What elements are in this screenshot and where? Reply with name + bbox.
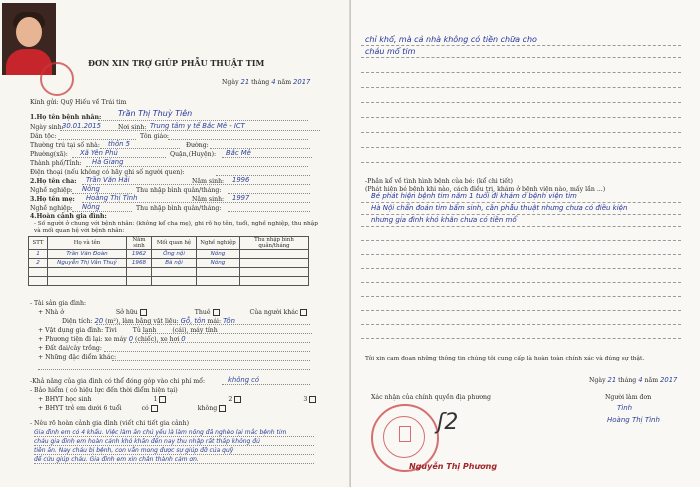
continued-line-2: cháu mổ tim bbox=[365, 47, 416, 56]
stamp-seal-small bbox=[40, 62, 74, 96]
father-income-label: Thu nhập bình quân/tháng: bbox=[136, 187, 222, 194]
items-row: + Vật dụng gia đình: Tivi Tủ lạnh (cái), máy tính bbox=[38, 327, 218, 334]
applicant-name: Hoàng Thị Tình bbox=[607, 416, 660, 424]
table-row bbox=[29, 259, 309, 268]
owned-checkbox[interactable] bbox=[140, 309, 147, 316]
mother-income-label: Thu nhập bình quân/tháng: bbox=[136, 205, 222, 212]
mother-year-label: Năm sinh: bbox=[192, 196, 225, 203]
religion-label: Tôn giáo: bbox=[140, 133, 170, 140]
table-cell: Ông nội bbox=[152, 250, 197, 259]
applicant-label: Người làm đơn bbox=[605, 394, 652, 401]
rent-checkbox[interactable] bbox=[213, 309, 220, 316]
reason-line-4: để cứu giúp cháu. Gia đình em xin chân thành cảm ơn. bbox=[34, 456, 199, 463]
table-cell bbox=[240, 259, 309, 268]
table-cell: 2 bbox=[29, 259, 48, 268]
city-label: Thành phố/Tỉnh: bbox=[30, 160, 82, 167]
table-row bbox=[29, 268, 309, 277]
district-value: Bắc Mê bbox=[226, 149, 251, 157]
insurance-label: - Bảo hiểm ( có hiệu lực đến thời điểm hiện tại) bbox=[30, 387, 178, 394]
land-label: + Đất đai/cây trồng: bbox=[38, 345, 102, 352]
ethnicity-label: Dân tộc: bbox=[30, 133, 57, 140]
form-right-page bbox=[351, 0, 700, 487]
family-members-table bbox=[28, 236, 309, 286]
ability-label: -Khả năng của gia đình có thể đóng góp vào chi phí mổ: bbox=[30, 378, 206, 385]
form-date: Ngày 21 tháng 4 năm 2017 bbox=[222, 78, 311, 86]
family-note-2: và mối quan hệ với bệnh nhân: bbox=[34, 228, 125, 234]
mother-label: 3.Họ tên mẹ: bbox=[30, 196, 75, 203]
disease-line-3: nhưng gia đình khó khăn chưa có tiền mổ bbox=[371, 216, 517, 224]
mother-job-value: Nông bbox=[82, 203, 100, 211]
relative-checkbox[interactable] bbox=[300, 309, 307, 316]
other-label: + Những đặc điểm khác: bbox=[38, 354, 117, 361]
family-section-label: 4.Hoàn cảnh gia đình: bbox=[30, 213, 107, 220]
disease-line-1: Bé phát hiện bệnh tim năm 1 tuổi đi khám ở bệnh viện tim bbox=[371, 192, 577, 200]
family-note-1: - Số người ở chung với bệnh nhân: (không kể cha mẹ), ghi rõ họ tên, tuổi, nghề nghiệp, thu nhập bbox=[34, 221, 318, 227]
mother-job-label: Nghề nghiệp: bbox=[30, 205, 73, 212]
father-year-label: Năm sinh: bbox=[192, 178, 225, 185]
table-cell: 1 bbox=[29, 250, 48, 259]
table-cell bbox=[240, 250, 309, 259]
table-row bbox=[29, 277, 309, 286]
commitment-text: Tôi xin cam đoan những thông tin chúng tôi cung cấp là hoàn toàn chính xác và đúng sự thật. bbox=[365, 356, 645, 362]
col-header: STT bbox=[29, 237, 48, 250]
table-cell: Bà nội bbox=[152, 259, 197, 268]
option-2-checkbox[interactable] bbox=[234, 396, 241, 403]
table-cell: 1962 bbox=[127, 250, 152, 259]
city-value: Hà Giang bbox=[92, 158, 124, 166]
father-job-value: Nông bbox=[82, 185, 100, 193]
father-job-label: Nghề nghiệp: bbox=[30, 187, 73, 194]
table-header-row bbox=[29, 237, 309, 250]
no-checkbox[interactable] bbox=[219, 405, 226, 412]
transport-row: + Phương tiện đi lại: xe máy 0 (chiếc), xe hơi 0 bbox=[38, 335, 186, 343]
table-cell: 1968 bbox=[127, 259, 152, 268]
official-name: Nguyễn Thị Phương bbox=[409, 462, 498, 471]
father-name-value: Trần Văn Hải bbox=[86, 176, 130, 184]
applicant-signature: Tình bbox=[617, 404, 633, 412]
col-header: Họ và tên bbox=[48, 237, 127, 250]
yes-checkbox[interactable] bbox=[151, 405, 158, 412]
birthplace-label: Nơi sinh: bbox=[118, 124, 147, 131]
reason-label: - Nêu rõ hoàn cảnh gia đình (viết chi tiết gia cảnh) bbox=[30, 420, 190, 427]
house-row: + Nhà ở Sở hữu Thuê Của người khác bbox=[38, 309, 307, 316]
father-label: 2.Họ tên cha: bbox=[30, 178, 77, 185]
phone-label: Điện thoại (nếu không có hãy ghi số người quen): bbox=[30, 169, 185, 176]
official-signature: ʃ2 bbox=[437, 410, 459, 435]
disease-line-2: Hà Nội chẩn đoán tim bẩm sinh, cần phẫu thuật nhưng chưa có điều kiện bbox=[371, 204, 628, 212]
col-header: Thu nhập bình quân/tháng bbox=[240, 237, 309, 250]
ward-label: Phường(xã): bbox=[30, 151, 68, 158]
area-row: Diện tích: 20 (m²), làm bằng vật liệu: Gỗ, tôn mái: Tôn bbox=[62, 317, 235, 325]
patient-name-value: Trần Thị Thuỳ Tiên bbox=[118, 109, 193, 118]
form-title: ĐƠN XIN TRỢ GIÚP PHẪU THUẬT TIM bbox=[88, 58, 265, 68]
reason-line-2: cháu gia đình em hoàn cảnh khó khăn đến nay thu nhập rất thấp không đủ bbox=[34, 438, 260, 445]
table-cell: Nông bbox=[197, 250, 240, 259]
table-cell: Nông bbox=[197, 259, 240, 268]
dob-value: 30.01.2015 bbox=[62, 122, 101, 130]
gov-confirm-label: Xác nhận của chính quyền địa phương bbox=[371, 394, 492, 401]
birthplace-value: Trung tâm y tế Bắc Mê - ICT bbox=[150, 122, 245, 130]
continued-line-1: chỉ khổ, mà cả nhà không có tiền chữa cho bbox=[365, 35, 537, 44]
bhyt-hs-row: + BHYT học sinh 1 2 3 bbox=[38, 396, 316, 403]
residence-label: Thường trú tại số nhà: bbox=[30, 142, 100, 149]
table-cell: Trần Văn Đoàn bbox=[48, 250, 127, 259]
disease-title: -Phần kể về tình hình bệnh của bé: (kể chi tiết) bbox=[365, 178, 513, 185]
assets-title: - Tài sản gia đình: bbox=[30, 300, 87, 307]
reason-line-3: tiền ăn. Nay cháu bị bệnh, con vẫn mong được sự giúp đỡ của quỹ bbox=[34, 447, 234, 454]
mother-name-value: Hoàng Thị Tình bbox=[86, 194, 138, 202]
col-header: Mối quan hệ bbox=[152, 237, 197, 250]
dob-label: Ngày sinh: bbox=[30, 124, 64, 131]
ability-value: không có bbox=[228, 376, 260, 384]
col-header: Nghề nghiệp bbox=[197, 237, 240, 250]
sign-date: Ngày 21 tháng 4 năm 2017 bbox=[589, 376, 678, 384]
mother-year-value: 1997 bbox=[232, 194, 250, 202]
ward-value: Xã Yên Phú bbox=[80, 149, 118, 157]
disease-subtitle: (Phát hiện bé bệnh khi nào, cách điều trị, khám ở bệnh viện nào, mấy lần ...) bbox=[365, 186, 606, 193]
hamlet-value: thôn 5 bbox=[108, 140, 130, 148]
option-3-checkbox[interactable] bbox=[309, 396, 316, 403]
reason-line-1: Gia đình em có 4 khẩu. Việc làm ăn chủ yếu là làm nông đã nghèo lại mắc bệnh tim bbox=[34, 429, 287, 436]
option-1-checkbox[interactable] bbox=[159, 396, 166, 403]
col-header: Năm sinh bbox=[127, 237, 152, 250]
district-label: Quận,(Huyện): bbox=[170, 151, 217, 158]
table-cell: Nguyễn Thị Vân Thuý bbox=[48, 259, 127, 268]
bhyt-child-row: + BHYT trẻ em dưới 6 tuổi có không bbox=[38, 405, 226, 412]
patient-name-label: 1.Họ tên bệnh nhân: bbox=[30, 114, 102, 121]
address-to: Kính gửi: Quỹ Hiếu về Trái tim bbox=[30, 99, 127, 106]
father-year-value: 1996 bbox=[232, 176, 250, 184]
street-label: Đường: bbox=[186, 142, 209, 149]
table-row bbox=[29, 250, 309, 259]
